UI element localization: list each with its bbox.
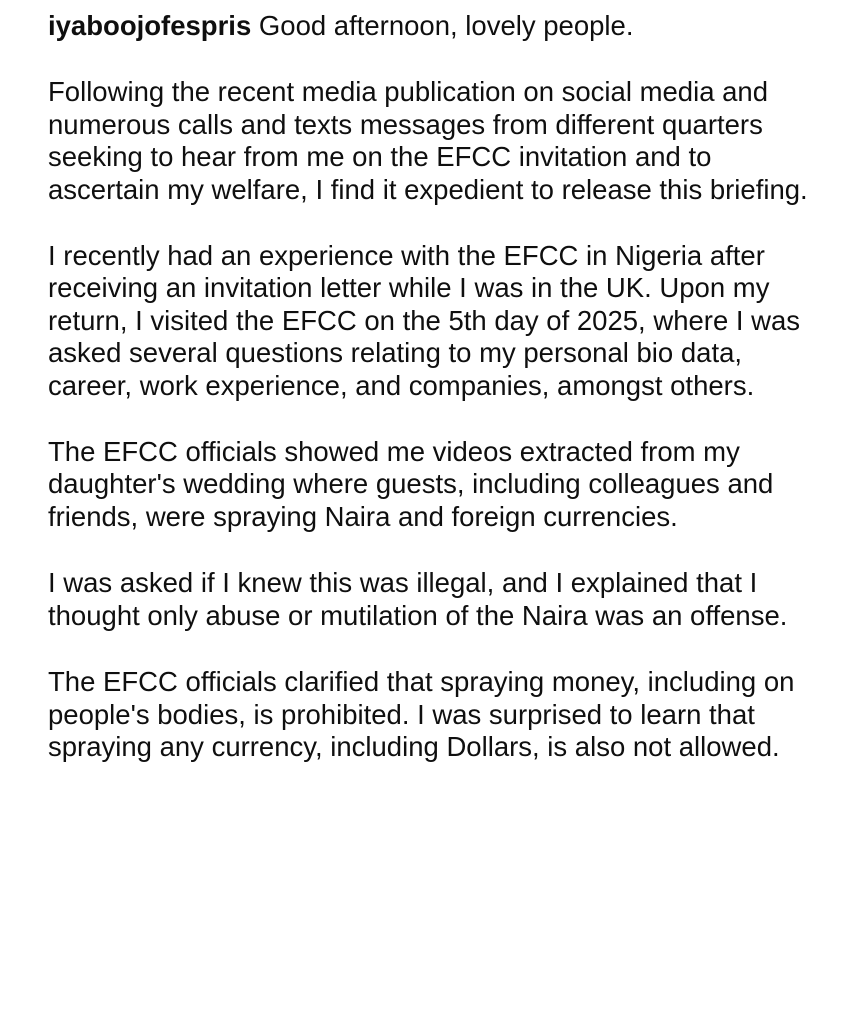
post-caption xyxy=(48,10,828,763)
caption-paragraph-2: I recently had an experience with the EFCC in Nigeria after receiving an invitation letter while I was in the UK. Upon my return, I visited the EFCC on the 5th day of 2025, where I was asked several questions relating to my personal bio data, career, work experience, and companies, amongst others. xyxy=(48,240,801,401)
caption-header xyxy=(48,10,828,42)
caption-paragraph-5: The EFCC officials clarified that spraying money, including on people's bodies, is prohibited. I was surprised to learn that spraying any currency, including Dollars, is also not allowed. xyxy=(48,666,795,762)
caption-paragraph-3: The EFCC officials showed me videos extracted from my daughter's wedding where guests, including colleagues and friends, were spraying Naira and foreign currencies. xyxy=(48,436,774,532)
caption-paragraph-1: Following the recent media publication on social media and numerous calls and texts messages from different quarters seeking to hear from me on the EFCC invitation and to ascertain my welfare, I find it expedient to release this briefing. xyxy=(48,76,808,205)
greeting-text: Good afternoon, lovely people. xyxy=(258,10,634,41)
caption-paragraph-4: I was asked if I knew this was illegal, and I explained that I thought only abuse or mutilation of the Naira was an offense. xyxy=(48,567,788,631)
username-link[interactable]: iyaboojofespris xyxy=(48,10,252,41)
